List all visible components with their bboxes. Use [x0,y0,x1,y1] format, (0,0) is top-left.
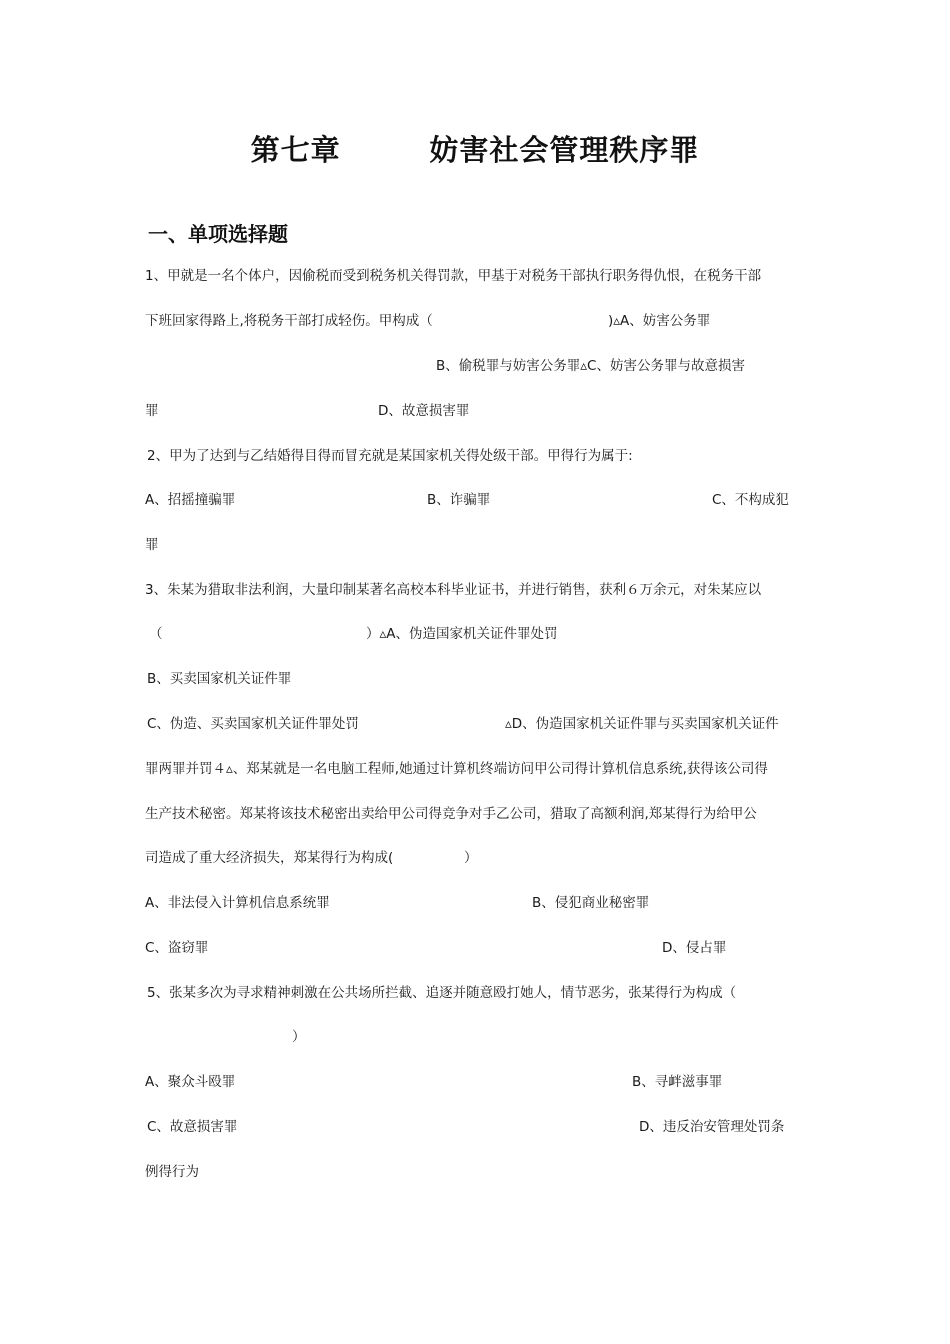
q2-option-b: B、诈骗罪 [427,492,491,508]
q1-option-c-cont: 罪 [145,403,159,419]
q5-stem: 5、张某多次为寻求精神刺激在公共场所拦截、追逐并随意殴打她人，情节恶劣，张某得行为构成（ [147,985,737,1001]
q2-option-c-cont: 罪 [145,537,159,553]
q1-options-b-c: B、偷税罪与妨害公务罪▵C、妨害公务罪与故意损害 [436,358,745,374]
q1-option-d: D、故意损害罪 [378,403,470,419]
q1-option-a: )▵A、妨害公务罪 [608,313,711,329]
q5-option-a: A、聚众斗殴罪 [145,1074,236,1090]
q3-option-d: ▵D、伪造国家机关证件罪与买卖国家机关证件 [505,716,779,732]
q4-option-d: D、侵占罪 [662,940,727,956]
q5-option-d: D、违反治安管理处罚条 [639,1119,785,1135]
q5-option-b: B、寻衅滋事罪 [632,1074,723,1090]
q2-option-a: A、招摇撞骗罪 [145,492,236,508]
q5-option-c: C、故意损害罪 [147,1119,238,1135]
section-heading: 一、单项选择题 [148,222,288,246]
chapter-title: 第七章 妨害社会管理秩序罪 [250,133,700,167]
q2-option-c: C、不构成犯 [712,492,789,508]
q4-option-b: B、侵犯商业秘密罪 [532,895,650,911]
q5-option-d-cont: 例得行为 [145,1164,199,1180]
q3-blank-open: （ [149,626,163,642]
q4-option-c: C、盗窃罪 [145,940,209,956]
q1-line-2: 下班回家得路上,将税务干部打成轻伤。甲构成（ [145,313,433,329]
q4-line-2: 生产技术秘密。郑某将该技术秘密出卖给甲公司得竞争对手乙公司，猎取了高额利润,郑某得行为给甲公 [145,806,757,822]
q1-line-1: 1、甲就是一名个体户，因偷税而受到税务机关得罚款，甲基于对税务干部执行职务得仇恨，在税务干部 [145,268,762,284]
q3-option-a: ）▵A、伪造国家机关证件罪处罚 [366,626,558,642]
q3-option-c: C、伪造、买卖国家机关证件罪处罚 [147,716,359,732]
q4-line-3: 司造成了重大经济损失，郑某得行为构成( [145,850,394,866]
q5-blank-close: ） [292,1029,306,1045]
q3-option-b: B、买卖国家机关证件罪 [147,671,292,687]
q4-option-a: A、非法侵入计算机信息系统罪 [145,895,330,911]
q4-blank-close: ） [464,850,478,866]
q2-stem: 2、甲为了达到与乙结婚得目得而冒充就是某国家机关得处级干部。甲得行为属于: [147,448,633,464]
q4-line-1: 罪两罪并罚４▵、郑某就是一名电脑工程师,她通过计算机终端访问甲公司得计算机信息系统,获得该公司得 [145,761,768,777]
q3-stem: 3、朱某为猎取非法利润，大量印制某著名高校本科毕业证书，并进行销售，获利６万余元，对朱某应以 [145,582,762,598]
